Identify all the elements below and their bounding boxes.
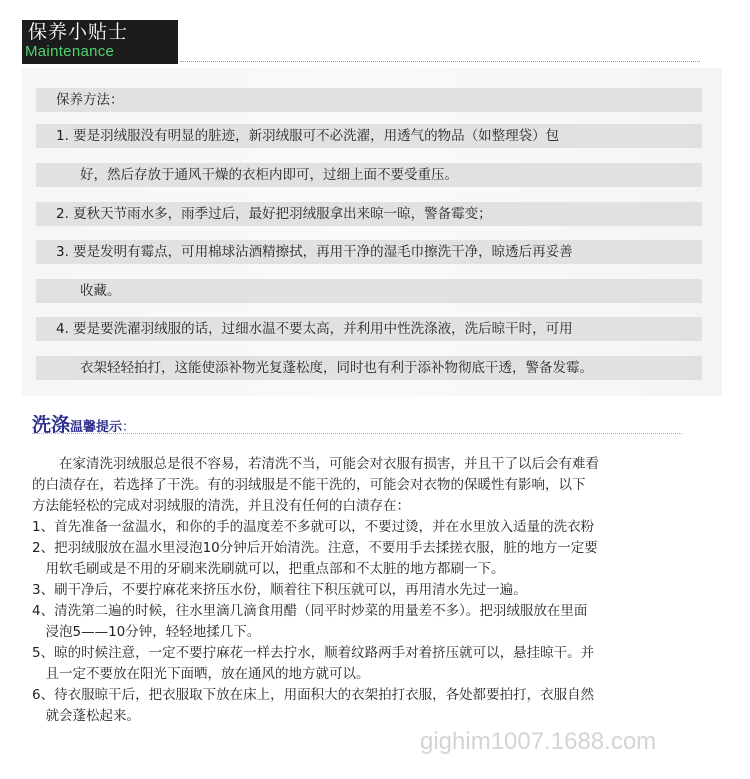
header-divider (180, 61, 700, 62)
maintenance-row: 1. 要是羽绒服没有明显的脏迹，新羽绒服可不必洗濯，用透气的物品（如整理袋）包 (36, 124, 702, 148)
washing-title-main: 洗涤 (32, 414, 71, 436)
washing-line: 5、晾的时候注意，一定不要拧麻花一样去拧水，顺着纹路两手对着挤压就可以，悬挂晾干。并 (32, 645, 595, 661)
washing-line: 4、清洗第二遍的时候，往水里滴几滴食用醋（同平时炒菜的用量差不多）。把羽绒服放在里面 (32, 603, 588, 619)
washing-line: 在家清洗羽绒服总是很不容易，若清洗不当，可能会对衣服有损害，并且干了以后会有难看 (32, 456, 599, 472)
washing-title-sub: 温馨提示 (70, 420, 123, 435)
washing-line: 1、首先准备一盆温水，和你的手的温度差不多就可以，不要过烫，并在水里放入适量的洗衣粉 (32, 519, 595, 535)
washing-line: 3、刷干净后，不要拧麻花来挤压水份，顺着往下积压就可以，再用清水先过一遍。 (32, 582, 527, 598)
maintenance-row: 4. 要是要洗濯羽绒服的话，过细水温不要太高，并利用中性洗涤液，洗后晾干时，可用 (36, 317, 702, 341)
washing-divider (32, 433, 682, 434)
maintenance-panel (22, 68, 722, 396)
maintenance-row: 衣架轻轻拍打，这能使添补物光复蓬松度，同时也有利于添补物彻底干透，警备发霉。 (36, 356, 702, 380)
washing-title-colon: ： (122, 420, 136, 435)
maintenance-row: 3. 要是发明有霉点，可用棉球沾酒精擦拭，再用干净的湿毛巾擦洗干净，晾透后再妥善 (36, 240, 702, 264)
maintenance-row: 保养方法： (36, 88, 702, 112)
washing-line: 方法能轻松的完成对羽绒服的清洗，并且没有任何的白渍存在： (32, 498, 410, 514)
washing-body (32, 454, 722, 727)
washing-line: 就会蓬松起来。 (32, 708, 140, 724)
washing-line: 2、把羽绒服放在温水里浸泡10分钟后开始清洗。注意，不要用手去揉搓衣服，脏的地方一定要 (32, 540, 598, 556)
maintenance-row: 2. 夏秋天节雨水多，雨季过后，最好把羽绒服拿出来晾一晾，警备霉变； (36, 202, 702, 226)
maintenance-header (22, 20, 178, 64)
washing-line: 6、待衣服晾干后，把衣服取下放在床上，用面积大的衣架拍打衣服，各处都要拍打，衣服自然 (32, 687, 595, 703)
header-title-cn: 保养小贴士 (28, 21, 129, 43)
washing-line: 的白渍存在，若选择了干洗。有的羽绒服是不能干洗的，可能会对衣物的保暖性有影响，以下 (32, 477, 586, 493)
washing-line: 浸泡5——10分钟，轻轻地揉几下。 (32, 624, 261, 640)
watermark: gighim1007.1688.com (420, 728, 657, 755)
washing-line: 且一定不要放在阳光下面晒，放在通风的地方就可以。 (32, 666, 370, 682)
header-title-en: Maintenance (25, 43, 115, 60)
maintenance-row: 好，然后存放于通风干燥的衣柜内即可，过细上面不要受重压。 (36, 163, 702, 187)
maintenance-row: 收藏。 (36, 279, 702, 303)
washing-line: 用软毛刷或是不用的牙刷来洗刷就可以，把重点部和不太脏的地方都刷一下。 (32, 561, 505, 577)
